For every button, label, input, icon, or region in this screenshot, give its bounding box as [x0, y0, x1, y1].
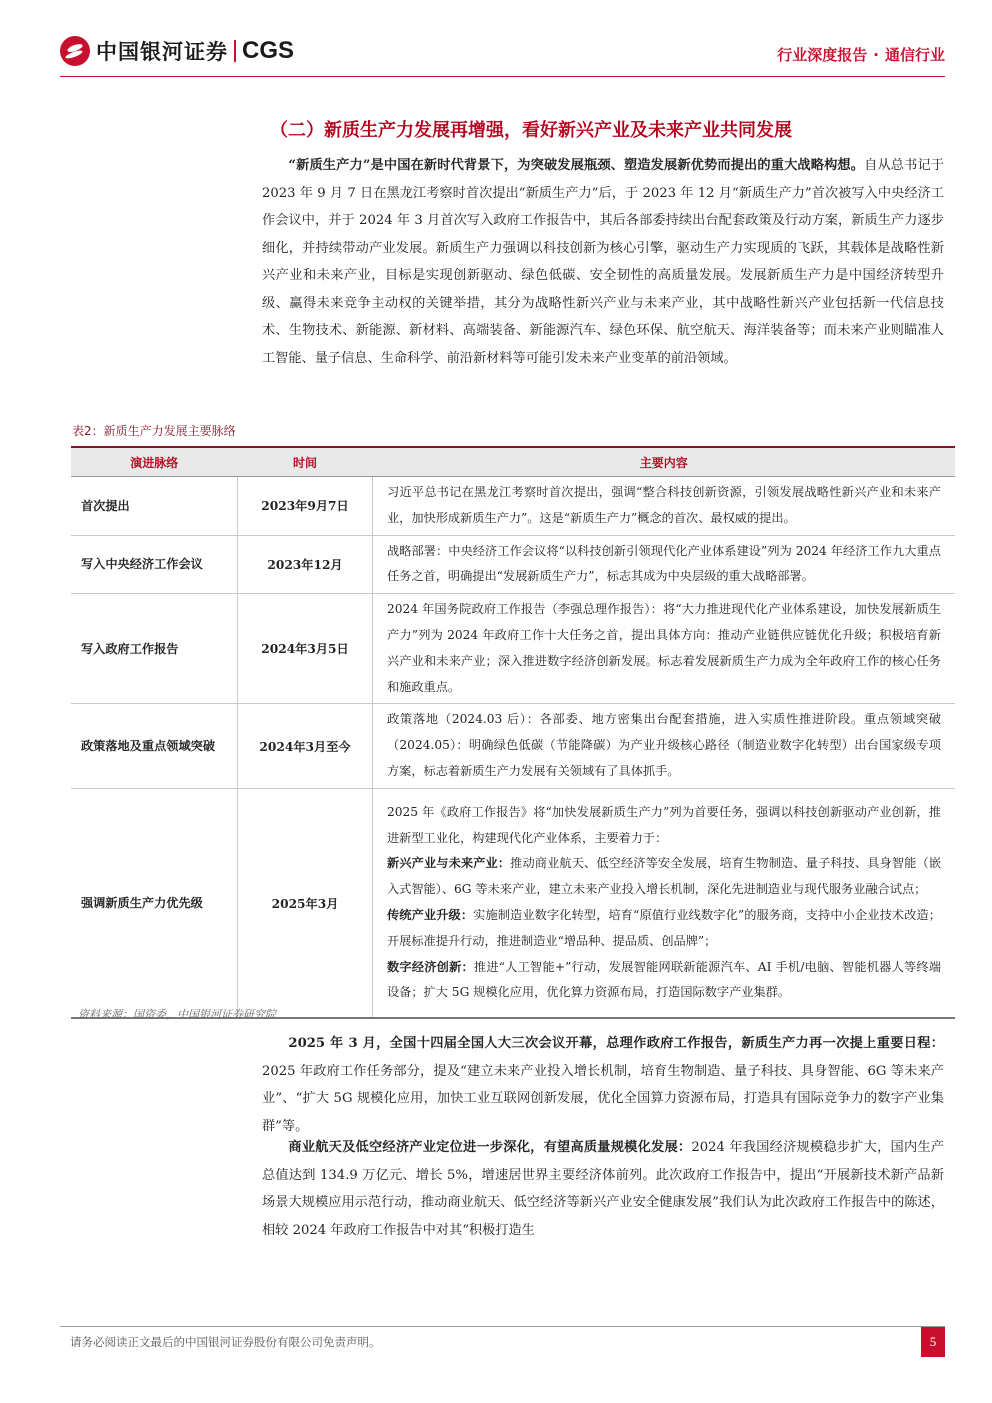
table-row	[71, 788, 955, 1018]
paragraph-body: 自从总书记于 2023 年 9 月 7 日在黑龙江考察时首次提出“新质生产力”后，于 2023 年 12 月“新质生产力”首次被写入中央经济工作会议中，并于 2024 年 3 月首次写入政府工作报告中，其后各部委持续出台配套政策及行动方案，新质生产力逐步细化，并持续带动产业发展。新质生产力强调以科技创新为核心引擎，驱动生产力实现质的飞跃，其载体是战略性新兴产业和未来产业，目标是实现创新驱动、绿色低碳、安全韧性的高质量发展。发展新质生产力是中国经济转型升级、赢得未来竞争主动权的关键举措，其分为战略性新兴产业与未来产业，其中战略性新兴产业包括新一代信息技术、生物技术、新能源、新材料、高端装备、新能源汽车、绿色环保、航空航天、海洋装备等；而未来产业则瞄准人工智能、量子信息、生命科学、前沿新材料等可能引发未来产业变革的前沿领域。	[262, 158, 945, 366]
content-cell: 习近平总书记在黑龙江考察时首次提出，强调“整合科技创新资源，引领发展战略性新兴产业和未来产业，加快形成新质生产力”。这是“新质生产力”概念的首次、最权威的提出。	[373, 477, 956, 536]
footer-divider	[60, 1326, 945, 1327]
item-label: 传统产业升级：	[387, 908, 474, 923]
table-header-row	[71, 447, 955, 477]
item-text: 实施制造业数字化转型，培育“原值行业线数字化”的服务商，支持中小企业技术改造；开展标准提升行动，推进制造业“增品种、提品质、创品牌”；	[387, 908, 941, 948]
logo-divider	[234, 40, 236, 62]
logo-english-name: CGS	[242, 37, 295, 64]
table-row	[71, 477, 955, 536]
galaxy-logo-icon	[60, 36, 90, 66]
table-source: 资料来源：国资委，中国银河证券研究院	[78, 1008, 276, 1021]
time-cell: 2023年12月	[238, 535, 373, 594]
stage-cell: 写入政府工作报告	[71, 594, 238, 704]
paragraph-lead: 商业航天及低空经济产业定位进一步深化，有望高质量规模化发展：	[288, 1140, 692, 1155]
page-header	[60, 34, 945, 74]
paragraph-lead: 2025 年 3 月，全国十四届全国人大三次会议开幕，总理作政府工作报告，新质生产力再一次提上重要日程：	[288, 1036, 944, 1051]
paragraph-body: 2024 年我国经济规模稳步扩大，国内生产总值达到 134.9 万亿元、增长 5%，增速居世界主要经济体前列。此次政府工作报告中，提出“开展新技术新产品新场景大规模应用示范行动，推动商业航天、低空经济等新兴产业安全健康发展”我们认为此次政府工作报告中的陈述，相较 2024 年政府工作报告中对其“积极打造生	[262, 1140, 944, 1238]
section-title: （二）新质生产力发展再增强，看好新兴产业及未来产业共同发展	[270, 120, 792, 141]
roadmap-table	[71, 446, 955, 1019]
paragraph-commercial-aerospace	[262, 1134, 944, 1244]
stage-cell: 写入中央经济工作会议	[71, 535, 238, 594]
item-text: 推进“人工智能+”行动，发展智能网联新能源汽车、AI 手机/电脑、智能机器人等终端设备；扩大 5G 规模化应用，优化算力资源布局，打造国际数字产业集群。	[387, 959, 942, 1000]
stage-cell: 强调新质生产力优先级	[71, 788, 238, 1018]
content-cell: 2024 年国务院政府工作报告（李强总理作报告）：将“大力推进现代化产业体系建设，加快发展新质生产力”列为 2024 年政府工作十大任务之首，提出具体方向：推动产业链供应链优化升级；积极培育新兴产业和未来产业；深入推进数字经济创新发展。标志着发展新质生产力成为全年政府工作的核心任务和施政重点。	[373, 594, 956, 704]
table-row	[71, 535, 955, 594]
table-row	[71, 704, 955, 788]
header-separator: ·	[873, 46, 879, 64]
footer-disclaimer: 请务必阅读正文最后的中国银河证券股份有限公司免责声明。	[70, 1335, 381, 1349]
column-header-stage: 演进脉络	[71, 447, 238, 477]
content-cell: 政策落地（2024.03 后）：各部委、地方密集出台配套措施，进入实质性推进阶段。重点领域突破（2024.05）：明确绿色低碳（节能降碳）为产业升级核心路径（制造业数字化转型）出台国家级专项方案，标志着新质生产力发展有关领域有了具体抓手。	[373, 704, 956, 788]
report-category	[777, 44, 945, 65]
content-intro: 2025 年《政府工作报告》将“加快发展新质生产力”列为首要任务，强调以科技创新驱动产业创新，推进新型工业化，构建现代化产业体系，主要着力于：	[387, 804, 941, 845]
content-cell	[373, 788, 956, 1018]
stage-cell: 政策落地及重点领域突破	[71, 704, 238, 788]
report-type: 行业深度报告	[777, 46, 868, 64]
time-cell: 2024年3月至今	[238, 704, 373, 788]
paragraph-new-productivity	[262, 152, 944, 372]
page-number: 5	[921, 1327, 945, 1357]
time-cell: 2025年3月	[238, 788, 373, 1018]
time-cell: 2024年3月5日	[238, 594, 373, 704]
column-header-time: 时间	[238, 447, 373, 477]
item-text: 推动商业航天、低空经济等安全发展，培育生物制造、量子科技、具身智能（嵌入式智能）、6G 等未来产业，建立未来产业投入增长机制，深化先进制造业与现代服务业融合试点；	[387, 856, 942, 897]
stage-cell: 首次提出	[71, 477, 238, 536]
time-cell: 2023年9月7日	[238, 477, 373, 536]
company-logo	[60, 36, 294, 66]
paragraph-government-report	[262, 1030, 944, 1140]
header-divider	[60, 76, 945, 77]
industry-name: 通信行业	[884, 46, 945, 64]
paragraph-body: 2025 年政府工作任务部分，提及“建立未来产业投入增长机制，培育生物制造、量子科技、具身智能、6G 等未来产业”、“扩大 5G 规模化应用，加快工业互联网创新发展，优化全国算力资源布局，打造具有国际竞争力的数字产业集群”等。	[262, 1063, 944, 1134]
item-label: 数字经济创新：	[387, 959, 474, 974]
content-cell: 战略部署：中央经济工作会议将“以科技创新引领现代化产业体系建设”列为 2024 年经济工作九大重点任务之首，明确提出“发展新质生产力”，标志其成为中央层级的重大战略部署。	[373, 535, 956, 594]
column-header-content: 主要内容	[373, 447, 956, 477]
table-row	[71, 594, 955, 704]
item-label: 新兴产业与未来产业：	[387, 856, 511, 871]
table-caption: 表2：新质生产力发展主要脉络	[72, 424, 236, 438]
paragraph-lead: “新质生产力”是中国在新时代背景下，为突破发展瓶颈、塑造发展新优势而提出的重大战略构想。	[288, 158, 865, 173]
logo-chinese-name: 中国银河证券	[96, 40, 228, 64]
